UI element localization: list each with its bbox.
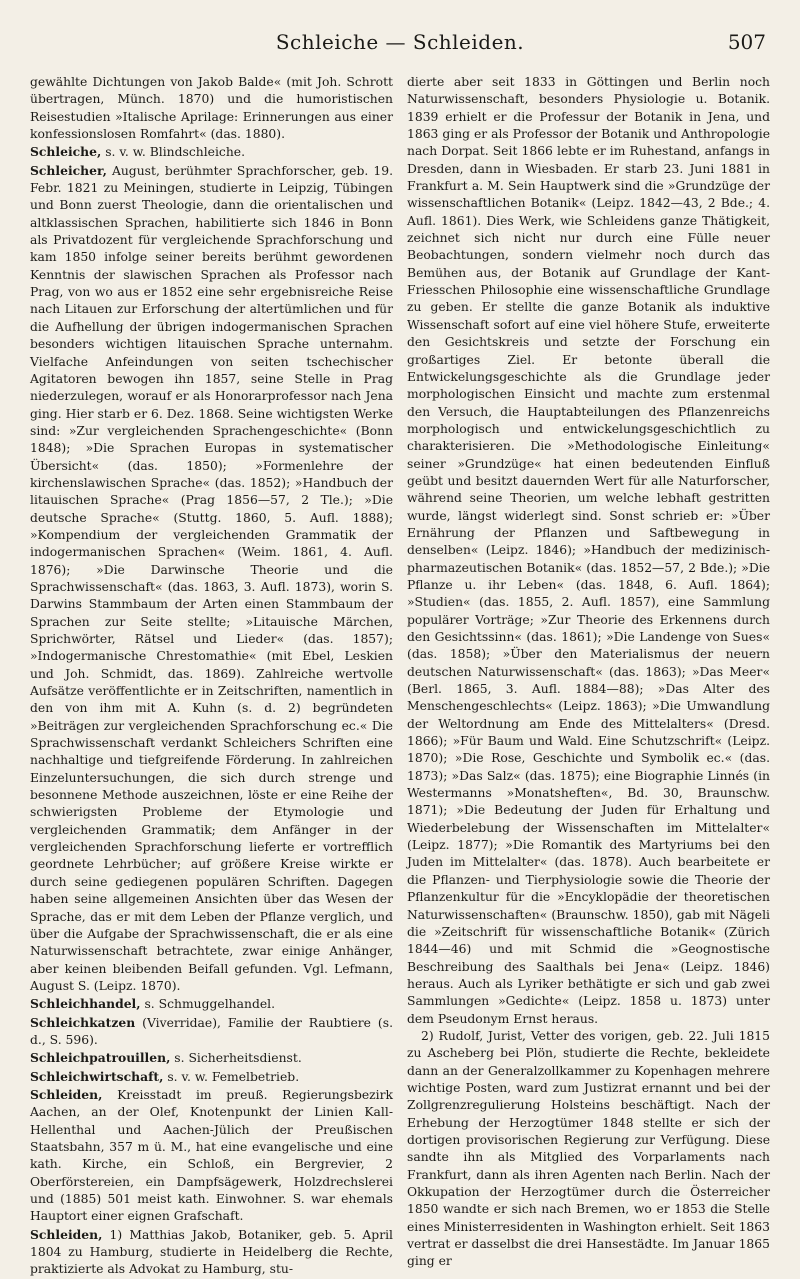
entry-headword: Schleiden,	[30, 1226, 103, 1242]
entry-headword: Schleicher,	[30, 162, 107, 178]
dictionary-entry	[30, 1226, 393, 1279]
paragraph-text: dierte aber seit 1833 in Göttingen und Berlin noch Naturwissenschaft, besonders Physiologie u. Botanik. 1839 erhielt er die Professur der Botanik in Jena, und 1863 ging er als Professor der Botanik und Anthropologie nach Dorpat. Seit 1866 lebte er im Ruhestand, anfangs in Dresden, dann in Wiesbaden. Er starb 23. Juni 1881 in Frankfurt a. M. Sein Hauptwerk sind die »Grundzüge der wissenschaftlichen Botanik« (Leipz. 1842—43, 2 Bde.; 4. Aufl. 1861). Dies Werk, wie Schleidens ganze Thätigkeit, zeichnet sich nicht nur durch eine Fülle neuer Beobachtungen, sondern vielmehr noch durch das Bemühen aus, der Botanik auf Grundlage der Kant-Friesschen Philosophie eine wissenschaftliche Grundlage zu geben. Er stellte die ganze Botanik als induktive Wissenschaft sofort auf eine viel höhere Stufe, erweiterte den Gesichtskreis und setzte der Forschung ein großartiges Ziel. Er betonte überall die Entwickelungsgeschichte als die Grundlage jeder morphologischen Einsicht und machte zum erstenmal den Versuch, die Hauptabteilungen des Pflanzenreichs morphologisch und entwickelungsgeschichtlich zu charakterisieren. Die »Methodologische Einleitung« seiner »Grundzüge« hat einen bedeutenden Einfluß geübt und besitzt dauernden Wert für alle Naturforscher, während seine Theorien, um welche lebhaft gestritten wurde, längst widerlegt sind. Sonst schrieb er: »Über Ernährung der Pflanzen und Saftbewegung in denselben« (Leipz. 1846); »Handbuch der medizinisch-pharmazeutischen Botanik« (das. 1852—57, 2 Bde.); »Die Pflanze u. ihr Leben« (das. 1848, 6. Aufl. 1864); »Studien« (das. 1855, 2. Aufl. 1857), eine Sammlung populärer Vorträge; »Zur Theorie des Erkennens durch den Gesichtssinn« (das. 1861); »Die Landenge von Sues« (das. 1858); »Über den Materialismus der neuern deutschen Naturwissenschaft« (das. 1863); »Das Meer« (Berl. 1865, 3. Aufl. 1884—88); »Das Alter des Menschengeschlechts« (Leipz. 1863); »Die Umwandlung der Weltordnung am Ende des Mittelalters« (Dresd. 1866); »Für Baum und Wald. Eine Schutzschrift« (Leipz. 1870); »Die Rose, Geschichte und Symbolik ec.« (das. 1873); »Das Salz« (das. 1875); eine Biographie Linnés (in Westermanns »Monatsheften«, Bd. 30, Braunschw. 1871); »Die Bedeutung der Juden für Erhaltung und Wiederbelebung der Wissenschaften im Mittelalter« (Leipz. 1877); »Die Romantik des Martyriums bei den Juden im Mittelalter« (das. 1878). Auch bearbeitete er die Pflanzen- und Tierphysiologie sowie die Theorie der Pflanzenkultur für die »Encyklopädie der theoretischen Naturwissenschaften« (Braunschw. 1850), gab mit Nägeli die »Zeitschrift für wissenschaftliche Botanik« (Zürich 1844—46) und mit Schmid die »Geognostische Beschreibung des Saalthals bei Jena« (Leipz. 1846) heraus. Auch als Lyriker bethätigte er sich und gab zwei Sammlungen »Gedichte« (Leipz. 1858 u. 1873) unter dem Pseudonym Ernst heraus.	[407, 75, 770, 1026]
entry-headword: Schleiche,	[30, 144, 102, 160]
left-column	[30, 74, 393, 1279]
dictionary-entry	[30, 995, 393, 1013]
paragraph	[407, 74, 770, 1028]
entry-headword: Schleichhandel,	[30, 996, 141, 1012]
right-column	[407, 74, 770, 1279]
page-number: 507	[727, 30, 766, 54]
dictionary-entry	[30, 162, 393, 996]
dictionary-entry	[30, 1086, 393, 1226]
entry-text: s. v. w. Femelbetrieb.	[163, 1069, 300, 1084]
entry-headword: Schleichpatrouillen,	[30, 1050, 171, 1066]
dictionary-entry	[30, 1014, 393, 1050]
dictionary-entry	[30, 1049, 393, 1067]
text-columns	[30, 74, 770, 1279]
entry-headword: Schleichwirtschaft,	[30, 1068, 164, 1084]
paragraph-text: gewählte Dichtungen von Jakob Balde« (mit Joh. Schrott übertragen, Münch. 1870) und die humoristischen Reisestudien »Italische Aprilage: Erinnerungen aus einer konfessionslosen Romfahrt« (das. 1880).	[30, 75, 393, 142]
running-head	[30, 26, 770, 60]
entry-text: s. Sicherheitsdienst.	[170, 1051, 302, 1066]
entry-text: Kreisstadt im preuß. Regierungsbezirk Aachen, an der Olef, Knotenpunkt der Linien Kall-Hellenthal und Aachen-Jülich der Preußischen Staatsbahn, 357 m ü. M., hat eine evangelische und eine kath. Kirche, ein Schloß, ein Bergrevier, 2 Oberförstereien, ein Dampfsägewerk, Holzdrechslerei und (1885) 501 meist kath. Einwohner. S. war ehemals Hauptort einer eignen Grafschaft.	[30, 1087, 393, 1224]
entry-text: (Viverridae), Familie der Raubtiere (s. d., S. 596).	[30, 1015, 393, 1047]
entry-text: 1) Matthias Jakob, Botaniker, geb. 5. April 1804 zu Hamburg, studierte in Heidelberg die Rechte, praktizierte als Advokat zu Hamburg, stu-	[30, 1227, 393, 1277]
entry-text: August, berühmter Sprachforscher, geb. 19. Febr. 1821 zu Meiningen, studierte in Leipzig, Tübingen und Bonn zuerst Theologie, dann die orientalischen und altklassischen Sprachen, habilitierte sich 1846 in Bonn als Privatdozent für vergleichende Sprachforschung und kam 1850 infolge seiner bereits berühmt gewordenen Kenntnis der slawischen Sprachen als Professor nach Prag, von wo aus er 1852 eine sehr ergebnisreiche Reise nach Litauen zur Erforschung der altertümlichen und für die Aufhellung der übrigen indogermanischen Sprachen besonders wichtigen litauischen Sprache unternahm. Vielfache Anfeindungen von seiten tschechischer Agitatoren bewogen ihn 1857, seine Stelle in Prag niederzulegen, worauf er als Honorarprofessor nach Jena ging. Hier starb er 6. Dez. 1868. Seine wichtigsten Werke sind: »Zur vergleichenden Sprachengeschichte« (Bonn 1848); »Die Sprachen Europas in systematischer Übersicht« (das. 1850); »Formenlehre der kirchenslawischen Sprache« (das. 1852); »Handbuch der litauischen Sprache« (Prag 1856—57, 2 Tle.); »Die deutsche Sprache« (Stuttg. 1860, 5. Aufl. 1888); »Kompendium der vergleichenden Grammatik der indogermanischen Sprachen« (Weim. 1861, 4. Aufl. 1876); »Die Darwinsche Theorie und die Sprachwissenschaft« (das. 1863, 3. Aufl. 1873), worin S. Darwins Stammbaum der Arten einen Stammbaum der Sprachen zur Seite stellte; »Litauische Märchen, Sprichwörter, Rätsel und Lieder« (das. 1857); »Indogermanische Chrestomathie« (mit Ebel, Leskien und Joh. Schmidt, das. 1869). Zahlreiche wertvolle Aufsätze veröffentlichte er in Zeitschriften, namentlich in den von ihm mit A. Kuhn (s. d. 2) begründeten »Beiträgen zur vergleichenden Sprachforschung ec.« Die Sprachwissenschaft verdankt Schleichers Schriften eine nachhaltige und tiefgreifende Förderung. In zahlreichen Einzeluntersuchungen, die sich durch strenge und besonnene Methode auszeichnen, löste er eine Reihe der schwierigsten Probleme der Etymologie und vergleichenden Grammatik; dem Anfänger in der vergleichenden Sprachforschung lieferte er vortrefflich geordnete Lehrbücher; auf größere Kreise wirkte er durch seine gediegenen populären Schriften. Dagegen haben seine allgemeinen Ansichten über das Wesen der Sprache, das er mit dem Leben der Pflanze verglich, und über die Aufgabe der Sprachwissenschaft, die er als eine Naturwissenschaft betrachtete, zwar einige Anhänger, aber keinen bleibenden Beifall gefunden. Vgl. Lefmann, August S. (Leipz. 1870).	[30, 163, 393, 993]
entry-text: s. Schmuggelhandel.	[140, 997, 276, 1012]
paragraph	[30, 74, 393, 143]
entry-headword: Schleiden,	[30, 1086, 103, 1102]
paragraph-text: 2) Rudolf, Jurist, Vetter des vorigen, geb. 22. Juli 1815 zu Ascheberg bei Plön, studierte die Rechte, bekleidete dann an der Generalzollkammer zu Kopenhagen mehrere wichtige Posten, ward zum Justizrat ernannt und bei der Zollgrenzregulierung Holsteins beschäftigt. Nach der Erhebung der Herzogtümer 1848 stellte er sich der dortigen provisorischen Regierung zur Verfügung. Diese sandte ihn als Mitglied des Vorparlaments nach Frankfurt, dann als ihren Agenten nach Berlin. Nach der Okkupation der Herzogtümer durch die Österreicher 1850 wandte er sich nach Bremen, wo er 1853 die Stelle eines Ministerresidenten in Washington erhielt. Seit 1863 vertrat er dasselbst die drei Hansestädte. Im Januar 1865 ging er	[407, 1028, 770, 1269]
entry-headword: Schleichkatzen	[30, 1014, 136, 1030]
page-title: Schleiche — Schleiden.	[275, 30, 525, 54]
paragraph	[407, 1028, 770, 1271]
dictionary-entry	[30, 143, 393, 161]
dictionary-entry	[30, 1068, 393, 1086]
entry-text: s. v. w. Blindschleiche.	[101, 145, 245, 160]
